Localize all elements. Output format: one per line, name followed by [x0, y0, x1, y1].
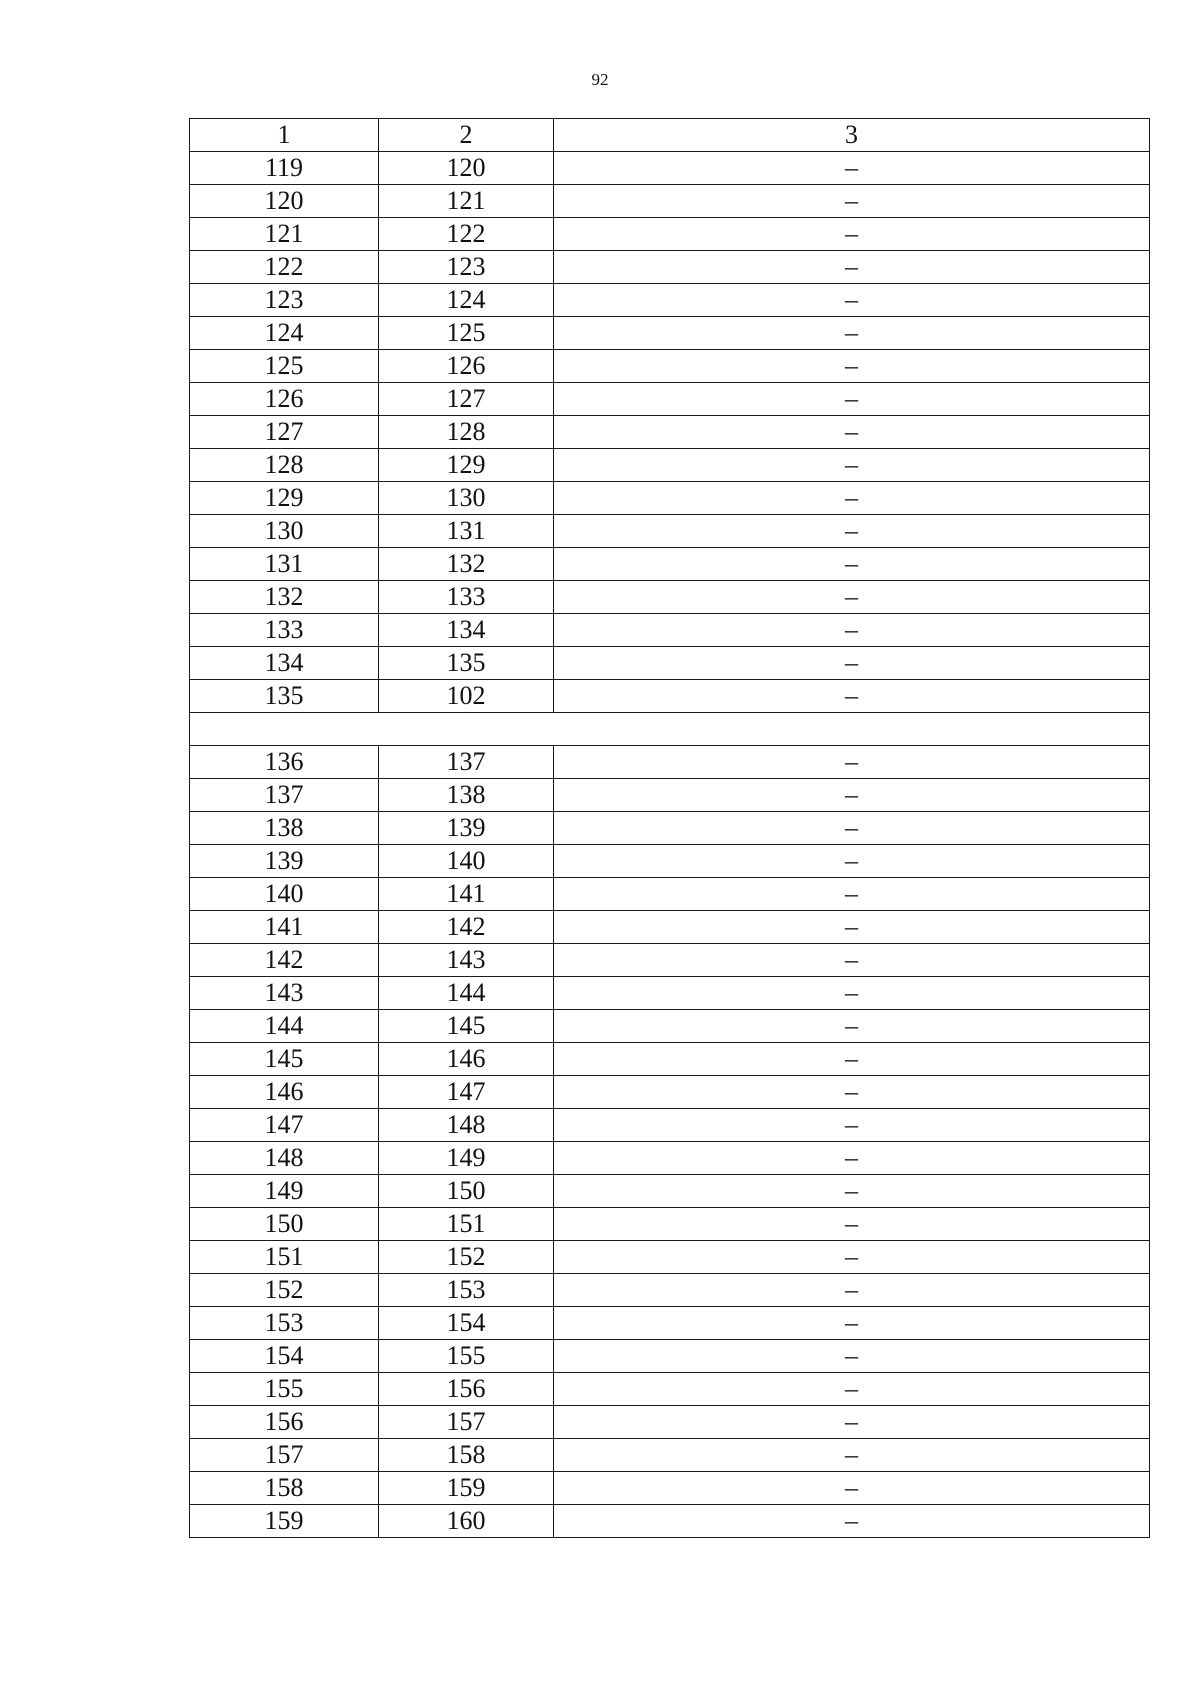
table-row — [190, 911, 1150, 944]
header-cell-3: 3 — [554, 119, 1150, 152]
value-cell: – — [554, 185, 1150, 218]
to-cell: 147 — [379, 1076, 554, 1109]
from-cell: 129 — [190, 482, 379, 515]
to-cell: 130 — [379, 482, 554, 515]
table-row — [190, 1439, 1150, 1472]
to-cell: 143 — [379, 944, 554, 977]
to-cell: 140 — [379, 845, 554, 878]
from-cell: 155 — [190, 1373, 379, 1406]
table-row — [190, 1340, 1150, 1373]
value-cell: – — [554, 251, 1150, 284]
value-cell: – — [554, 482, 1150, 515]
table-row — [190, 1373, 1150, 1406]
table-row — [190, 317, 1150, 350]
table-row — [190, 845, 1150, 878]
section-separator-row — [190, 713, 1150, 746]
to-cell: 139 — [379, 812, 554, 845]
table-row — [190, 185, 1150, 218]
from-cell: 159 — [190, 1505, 379, 1538]
to-cell: 148 — [379, 1109, 554, 1142]
table-row — [190, 1472, 1150, 1505]
table-row — [190, 218, 1150, 251]
to-cell: 129 — [379, 449, 554, 482]
separator-cell — [190, 713, 1150, 746]
table-row — [190, 614, 1150, 647]
value-cell: – — [554, 647, 1150, 680]
from-cell: 128 — [190, 449, 379, 482]
table-row — [190, 548, 1150, 581]
page-number: 92 — [591, 70, 609, 89]
from-cell: 143 — [190, 977, 379, 1010]
value-cell: – — [554, 1505, 1150, 1538]
to-cell: 124 — [379, 284, 554, 317]
from-cell: 138 — [190, 812, 379, 845]
from-cell: 121 — [190, 218, 379, 251]
to-cell: 123 — [379, 251, 554, 284]
table-row — [190, 1109, 1150, 1142]
value-cell: – — [554, 350, 1150, 383]
from-cell: 140 — [190, 878, 379, 911]
from-cell: 133 — [190, 614, 379, 647]
to-cell: 145 — [379, 1010, 554, 1043]
from-cell: 145 — [190, 1043, 379, 1076]
table-row — [190, 1505, 1150, 1538]
table-row — [190, 515, 1150, 548]
value-cell: – — [554, 1472, 1150, 1505]
from-cell: 132 — [190, 581, 379, 614]
table-row — [190, 1142, 1150, 1175]
value-cell: – — [554, 1274, 1150, 1307]
table-row — [190, 449, 1150, 482]
table-row — [190, 1241, 1150, 1274]
to-cell: 155 — [379, 1340, 554, 1373]
value-cell: – — [554, 1142, 1150, 1175]
to-cell: 149 — [379, 1142, 554, 1175]
table-row — [190, 812, 1150, 845]
from-cell: 142 — [190, 944, 379, 977]
to-cell: 128 — [379, 416, 554, 449]
value-cell: – — [554, 1307, 1150, 1340]
value-cell: – — [554, 1373, 1150, 1406]
to-cell: 127 — [379, 383, 554, 416]
value-cell: – — [554, 779, 1150, 812]
to-cell: 120 — [379, 152, 554, 185]
value-cell: – — [554, 383, 1150, 416]
header-row — [190, 119, 1150, 152]
to-cell: 125 — [379, 317, 554, 350]
data-table — [189, 118, 1150, 1538]
value-cell: – — [554, 1406, 1150, 1439]
from-cell: 122 — [190, 251, 379, 284]
value-cell: – — [554, 548, 1150, 581]
from-cell: 126 — [190, 383, 379, 416]
to-cell: 159 — [379, 1472, 554, 1505]
table-row — [190, 284, 1150, 317]
value-cell: – — [554, 977, 1150, 1010]
value-cell: – — [554, 911, 1150, 944]
to-cell: 150 — [379, 1175, 554, 1208]
table-row — [190, 977, 1150, 1010]
table-row — [190, 1175, 1150, 1208]
header-cell-1: 1 — [190, 119, 379, 152]
from-cell: 135 — [190, 680, 379, 713]
table-row — [190, 416, 1150, 449]
value-cell: – — [554, 1241, 1150, 1274]
from-cell: 157 — [190, 1439, 379, 1472]
from-cell: 156 — [190, 1406, 379, 1439]
from-cell: 131 — [190, 548, 379, 581]
from-cell: 158 — [190, 1472, 379, 1505]
to-cell: 121 — [379, 185, 554, 218]
table-row — [190, 878, 1150, 911]
to-cell: 146 — [379, 1043, 554, 1076]
value-cell: – — [554, 746, 1150, 779]
to-cell: 158 — [379, 1439, 554, 1472]
to-cell: 156 — [379, 1373, 554, 1406]
table-row — [190, 647, 1150, 680]
from-cell: 154 — [190, 1340, 379, 1373]
from-cell: 136 — [190, 746, 379, 779]
value-cell: – — [554, 416, 1150, 449]
to-cell: 153 — [379, 1274, 554, 1307]
from-cell: 124 — [190, 317, 379, 350]
from-cell: 149 — [190, 1175, 379, 1208]
table-row — [190, 1274, 1150, 1307]
table-row — [190, 383, 1150, 416]
to-cell: 154 — [379, 1307, 554, 1340]
table-row — [190, 1307, 1150, 1340]
value-cell: – — [554, 1109, 1150, 1142]
from-cell: 146 — [190, 1076, 379, 1109]
value-cell: – — [554, 680, 1150, 713]
value-cell: – — [554, 878, 1150, 911]
table-row — [190, 1208, 1150, 1241]
value-cell: – — [554, 1340, 1150, 1373]
to-cell: 141 — [379, 878, 554, 911]
to-cell: 132 — [379, 548, 554, 581]
value-cell: – — [554, 515, 1150, 548]
to-cell: 137 — [379, 746, 554, 779]
table-row — [190, 581, 1150, 614]
table-row — [190, 779, 1150, 812]
from-cell: 139 — [190, 845, 379, 878]
from-cell: 119 — [190, 152, 379, 185]
to-cell: 102 — [379, 680, 554, 713]
value-cell: – — [554, 581, 1150, 614]
table-row — [190, 680, 1150, 713]
table-row — [190, 1076, 1150, 1109]
table-row — [190, 482, 1150, 515]
to-cell: 133 — [379, 581, 554, 614]
to-cell: 135 — [379, 647, 554, 680]
from-cell: 125 — [190, 350, 379, 383]
value-cell: – — [554, 1076, 1150, 1109]
value-cell: – — [554, 284, 1150, 317]
to-cell: 126 — [379, 350, 554, 383]
value-cell: – — [554, 1043, 1150, 1076]
from-cell: 130 — [190, 515, 379, 548]
from-cell: 137 — [190, 779, 379, 812]
value-cell: – — [554, 614, 1150, 647]
table-row — [190, 1043, 1150, 1076]
value-cell: – — [554, 449, 1150, 482]
from-cell: 148 — [190, 1142, 379, 1175]
to-cell: 131 — [379, 515, 554, 548]
from-cell: 144 — [190, 1010, 379, 1043]
table-body — [190, 119, 1150, 1538]
from-cell: 127 — [190, 416, 379, 449]
value-cell: – — [554, 1010, 1150, 1043]
value-cell: – — [554, 152, 1150, 185]
from-cell: 120 — [190, 185, 379, 218]
table-row — [190, 152, 1150, 185]
table-row — [190, 1406, 1150, 1439]
to-cell: 134 — [379, 614, 554, 647]
table-row — [190, 350, 1150, 383]
value-cell: – — [554, 812, 1150, 845]
from-cell: 151 — [190, 1241, 379, 1274]
value-cell: – — [554, 1439, 1150, 1472]
to-cell: 152 — [379, 1241, 554, 1274]
from-cell: 141 — [190, 911, 379, 944]
to-cell: 151 — [379, 1208, 554, 1241]
value-cell: – — [554, 218, 1150, 251]
from-cell: 134 — [190, 647, 379, 680]
to-cell: 144 — [379, 977, 554, 1010]
value-cell: – — [554, 944, 1150, 977]
header-cell-2: 2 — [379, 119, 554, 152]
table-row — [190, 1010, 1150, 1043]
value-cell: – — [554, 1208, 1150, 1241]
value-cell: – — [554, 1175, 1150, 1208]
value-cell: – — [554, 317, 1150, 350]
table-row — [190, 251, 1150, 284]
table-row — [190, 746, 1150, 779]
to-cell: 138 — [379, 779, 554, 812]
from-cell: 152 — [190, 1274, 379, 1307]
to-cell: 122 — [379, 218, 554, 251]
value-cell: – — [554, 845, 1150, 878]
from-cell: 147 — [190, 1109, 379, 1142]
from-cell: 123 — [190, 284, 379, 317]
to-cell: 157 — [379, 1406, 554, 1439]
to-cell: 142 — [379, 911, 554, 944]
to-cell: 160 — [379, 1505, 554, 1538]
table-row — [190, 944, 1150, 977]
from-cell: 150 — [190, 1208, 379, 1241]
from-cell: 153 — [190, 1307, 379, 1340]
